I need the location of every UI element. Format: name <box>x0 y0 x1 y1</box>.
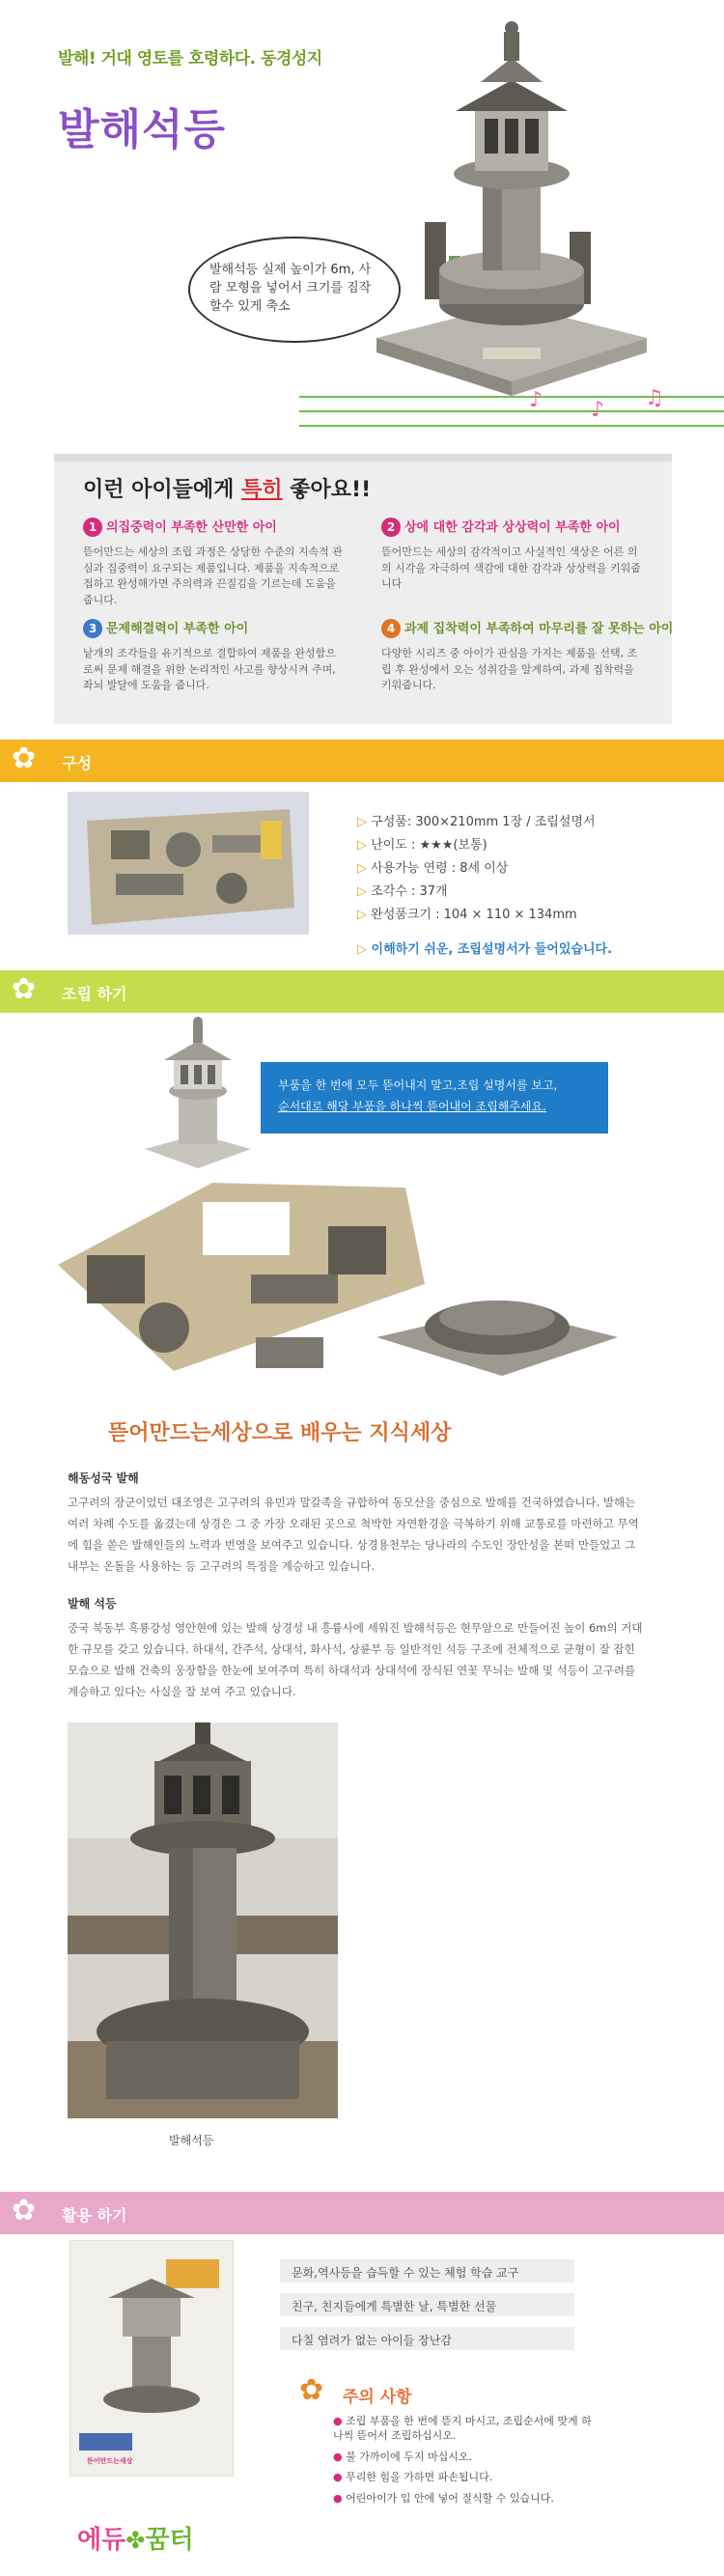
kid-item-head: 문제해결력이 부족한 아이 <box>106 622 249 636</box>
kid-item <box>381 517 642 593</box>
kid-item-body: 뜯어만드는 세상의 조립 과정은 상당한 수준의 지속적 관심과 집중력이 요구되는 제품입니다. 제품을 지속적으로 접하고 완성해가면 주의력과 끈질김을 기르는데 도움을 줍니다. <box>83 546 343 606</box>
flower-icon: ✿ <box>12 742 37 775</box>
photo-caption: 발해석등 <box>169 2134 214 2147</box>
usage-item: 문화,역사등을 습득할 수 있는 체험 학습 교구 <box>280 2259 574 2282</box>
hero-subtitle: 발해! 거대 영토를 호령하다. 동경성지 <box>58 49 322 69</box>
spec-item: ▷ 구성품: 300×210mm 1장 / 조립설명서 <box>357 815 596 829</box>
kid-item-head: 의집중력이 부족한 산만한 아이 <box>106 520 277 535</box>
music-note-icon: ♪ <box>529 388 543 412</box>
assembly-label: 조립 하기 <box>62 985 127 1003</box>
lantern-model-image <box>367 14 656 401</box>
caution-item: ● 조립 부품을 한 번에 뜯지 마시고, 조립순서에 맞게 하나씩 뜯어서 조립하십시오. <box>333 2415 592 2443</box>
caution-item: ● 무리한 힘을 가하면 파손됩니다. <box>333 2471 493 2484</box>
staff-line <box>299 410 724 412</box>
knowledge-subheading: 해동성국 발해 <box>68 1471 139 1485</box>
number-badge: 2 <box>381 518 401 537</box>
number-badge: 3 <box>83 619 102 638</box>
instruction-line: 부품을 한 번에 모두 뜯어내지 말고,조립 설명서를 보고, <box>278 1078 558 1092</box>
kid-item <box>83 517 344 608</box>
spec-item: ▷ 난이도 : ★★★(보통) <box>357 838 487 854</box>
instruction-line: 순서대로 해당 부품을 하나씩 뜯어내어 조립해주세요. <box>278 1099 546 1113</box>
flower-icon: ✿ <box>299 2373 324 2407</box>
knowledge-subheading: 발해 석등 <box>68 1597 117 1610</box>
edu-kkumteo-logo: 에듀✤꿈터 <box>77 2526 194 2555</box>
assembly-parts-image <box>58 1168 676 1390</box>
flower-icon: ✿ <box>12 972 37 1006</box>
kid-item-body: 다양한 시리즈 중 아이가 관심을 가지는 제품을 선택, 조립 후 완성에서 오는 성취감을 알게하여, 과제 집착력을 키워줍니다. <box>381 647 638 691</box>
music-note-icon: ♫ <box>645 386 664 410</box>
sheet-image <box>68 792 309 935</box>
kid-item-body: 뜯어만드는 세상의 감각적이고 사실적인 색상은 어른 의의 시각을 자극하여 색감에 대한 감각과 상상력을 키워줍니다 <box>381 546 641 590</box>
number-badge: 4 <box>381 619 401 638</box>
kid-item-head: 과제 집착력이 부족하여 마무리를 잘 못하는 아이 <box>404 622 674 636</box>
spec-item: ▷ 사용가능 연령 : 8세 이상 <box>357 861 509 877</box>
flower-icon: ✿ <box>12 2194 37 2227</box>
recommendation-title: 이런 아이들에게 특히 좋아요!! <box>83 478 372 502</box>
staff-line <box>299 425 724 427</box>
clover-icon: ✤ <box>125 2527 146 2554</box>
caution-title: 주의 사항 <box>343 2388 412 2407</box>
number-badge: 1 <box>83 518 102 537</box>
kid-item-body: 낱개의 조각들을 유기적으로 결합하여 제품을 완성함으로써 문제 해결을 위한 논리적인 사고를 향상시켜 주며, 좌뇌 발달에 도움을 줍니다. <box>83 647 336 691</box>
kid-item <box>83 618 344 694</box>
caution-item: ● 불 가까이에 두지 마십시오. <box>333 2450 472 2463</box>
caution-item: ● 어린아이가 입 안에 넣어 질식할 수 있습니다. <box>333 2491 554 2505</box>
usage-section-bar <box>0 2192 724 2234</box>
caution-list <box>333 2414 594 2506</box>
assembly-instruction <box>261 1062 608 1134</box>
scale-speech-bubble: 발해석등 실제 높이가 6m, 사람 모형을 넣어서 크기를 짐작할수 있게 축소 <box>188 237 401 343</box>
lantern-photo <box>68 1722 338 2118</box>
usage-label: 활용 하기 <box>62 2206 127 2225</box>
knowledge-paragraph: 고구려의 장군이었던 대조영은 고구려의 유민과 말갈족을 규합하여 동모산을 중심으로 발해를 건국하였습니다. 발해는 여러 차례 수도를 옮겼는데 상경은 그 중 가장 오래된 곳으로 척박한 자연환경을 극복하기 위해 교통로를 마련하고 무역에 힘을 쏟은 발해인들의 노력과 번영을 보여주고 있습니다. 상경용천부는 당나라의 수도인 장안성을 본떠 만들었고 그 내부는 온돌을 사용하는 등 고구려의 특징을 계승하고 있습니다. <box>68 1496 639 1573</box>
spec-list <box>357 811 612 957</box>
composition-label: 구성 <box>62 754 92 772</box>
product-box-image <box>70 2240 234 2477</box>
usage-item: 친구, 친지들에게 특별한 날, 특별한 선물 <box>280 2293 574 2316</box>
spec-item: ▷ 조각수 : 37개 <box>357 884 448 900</box>
assembled-lantern-image <box>135 1014 261 1178</box>
spec-note: ▷ 이해하기 쉬운, 조립설명서가 들어있습니다. <box>357 942 613 958</box>
box-label: 뜯어만드는세상 <box>87 2457 133 2465</box>
kid-item <box>381 618 673 694</box>
kid-item-head: 상에 대한 감각과 상상력이 부족한 아이 <box>404 520 621 535</box>
assembly-section-bar <box>0 970 724 1013</box>
hero-title: 발해석등 <box>58 105 227 154</box>
usage-item: 다칠 염려가 없는 아이들 장난감 <box>280 2327 574 2350</box>
spec-item: ▷ 완성품크기 : 104 × 110 × 134mm <box>357 908 577 923</box>
composition-section-bar <box>0 740 724 782</box>
music-note-icon: ♪ <box>591 398 605 422</box>
knowledge-title: 뜯어만드는세상으로 배우는 지식세상 <box>108 1421 452 1445</box>
knowledge-paragraph: 중국 북동부 흑룡강성 영안현에 있는 발해 상경성 내 흥륭사에 세워진 발해석등은 현무암으로 만들어진 높이 6m의 거대한 규모를 갖고 있습니다. 하대석, 간주석, 상대석, 화사석, 상륜부 등 일반적인 석등 구조에 전체적으로 균형이 잘 잡힌 모습으로 발해 건축의 웅장함을 한눈에 보여주며 특히 하대석과 상대석에 장식된 연꽃 무늬는 발해 및 석등이 고구려를 계승하고 있다는 사실을 잘 보여 주고 있습니다. <box>68 1621 643 1698</box>
